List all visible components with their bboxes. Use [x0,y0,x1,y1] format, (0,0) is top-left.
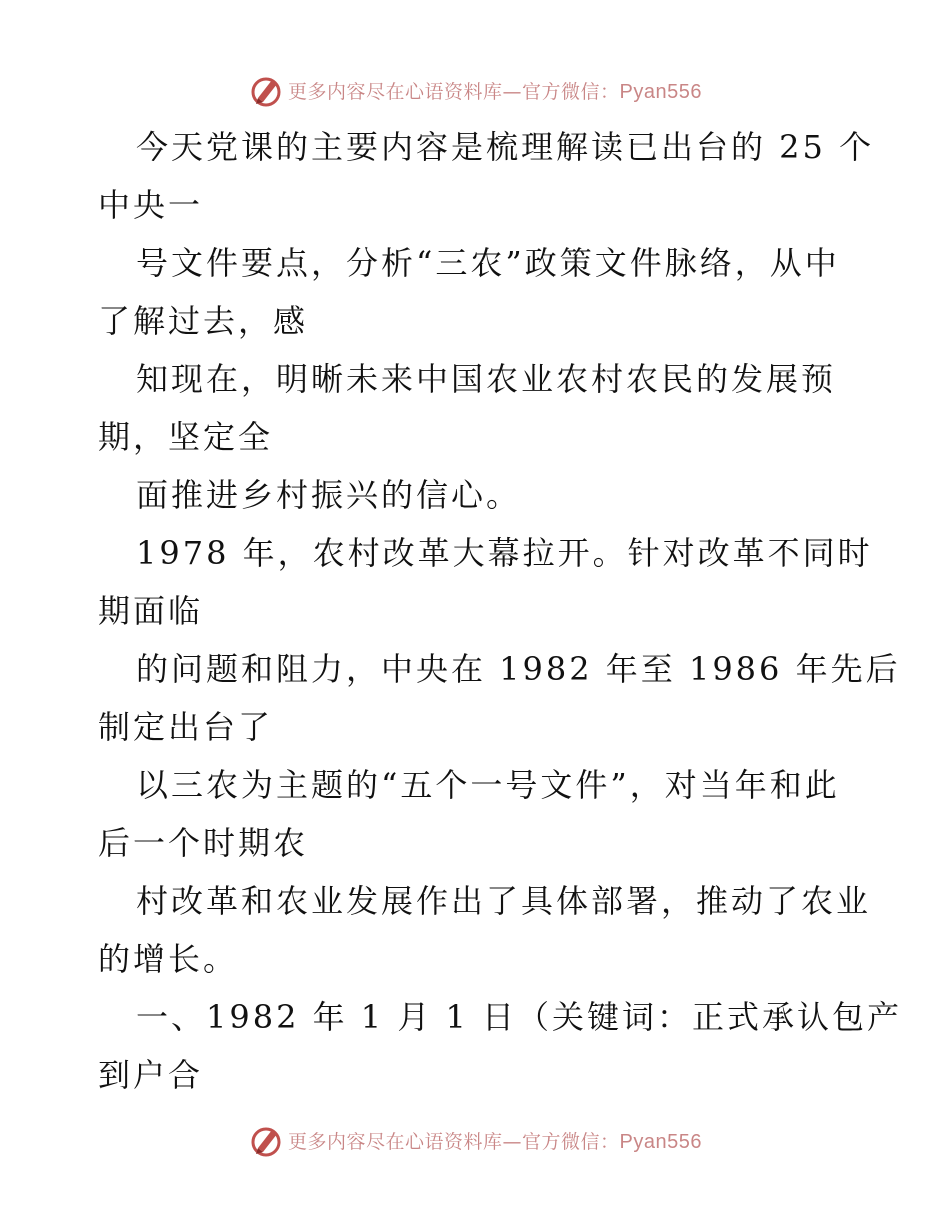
text-line: 知现在，明晰未来中国农业农村农民的发展预 [136,360,837,398]
document-body [98,118,903,1104]
text-line: 号文件要点，分析“三农”政策文件脉络，从中 [136,244,840,282]
pen-logo-icon [248,1122,284,1158]
header-watermark [0,68,950,112]
text-line: 1978 年，农村改革大幕拉开。针对改革不同时 [136,534,873,572]
watermark-text: 更多内容尽在心语资料库—官方微信：Pyan556 [288,1130,702,1153]
text-line: 以三农为主题的“五个一号文件”，对当年和此 [136,766,840,804]
text-line: 的问题和阻力，中央在 1982 年至 1986 年先后 [136,650,901,688]
text-line: 期，坚定全 [98,418,274,456]
text-line: 面推进乡村振兴的信心。 [136,476,522,514]
text-line: 今天党课的主要内容是梳理解读已出台的 25 个 [136,128,875,166]
text-line: 的增长。 [98,940,239,978]
text-line: 村改革和农业发展作出了具体部署，推动了农业 [136,882,872,920]
footer-watermark [0,1118,950,1162]
text-line: 期面临 [98,592,204,630]
text-line: 一、1982 年 1 月 1 日（关键词：正式承认包产 [136,998,903,1036]
text-line: 中央一 [98,186,204,224]
text-line: 到户合 [98,1056,204,1094]
text-line: 了解过去，感 [98,302,309,340]
text-line: 后一个时期农 [98,824,309,862]
text-line: 制定出台了 [98,708,274,746]
pen-logo-icon [248,72,284,108]
watermark-text: 更多内容尽在心语资料库—官方微信：Pyan556 [288,80,702,103]
